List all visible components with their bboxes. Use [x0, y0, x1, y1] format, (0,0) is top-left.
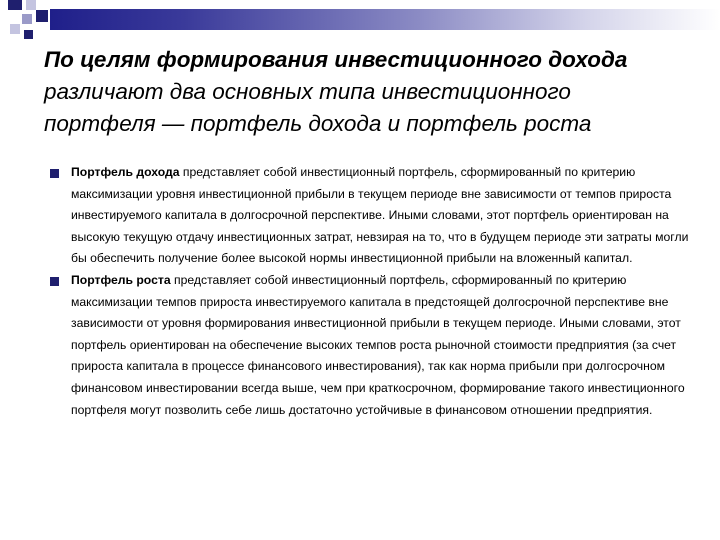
list-item-text [71, 270, 690, 421]
square-bullet-icon [50, 169, 59, 178]
slide-title [44, 44, 684, 140]
decor-square [8, 0, 22, 10]
gradient-band [50, 9, 720, 30]
list-item-term: Портфель роста [71, 272, 171, 287]
decor-square [26, 0, 36, 10]
decor-square [22, 14, 32, 24]
decor-square [36, 10, 48, 22]
title-rest-part: различают два основных типа инвестиционного портфеля — портфель дохода и портфель роста [44, 79, 592, 136]
decorative-header [0, 0, 720, 45]
title-bold-part: По целям формирования инвестиционного дохода [44, 47, 628, 72]
list-item [50, 270, 690, 421]
list-item-body: представляет собой инвестиционный портфель, сформированный по критерию максимизации уровня инвестиционной прибыли в текущем периоде вне зависимости от темпов прироста инвестируемого капитала в долгосрочной перспективе. Иными словами, этот портфель ориентирован на высокую текущую отдачу инвестиционных затрат, невзирая на то, что в будущем периоде эти затраты могли бы обеспечить получение более высокой нормы инвестиционной прибыли на вложенный капитал. [71, 165, 689, 266]
decor-square [24, 30, 33, 39]
list-item-body: представляет собой инвестиционный портфель, сформированный по критерию максимизации темпов прироста инвестируемого капитала в предстоящей долгосрочной перспективе вне зависимости от уровня формирования инвестиционной прибыли в текущем периоде. Иными словами, этот портфель ориентирован на обеспечение высоких темпов роста рыночной стоимости предприятия (за счет прироста капитала в процессе финансового инвестирования), так как норма прибыли при долгосрочном финансовом инвестировании всегда выше, чем при краткосрочном, формирование такого инвестиционного портфеля могут позволить себе лишь достаточно устойчивые в финансовом отношении предприятия. [71, 272, 685, 417]
list-item-text [71, 162, 690, 270]
decor-square [10, 24, 20, 34]
square-bullet-icon [50, 277, 59, 286]
bullet-list [50, 162, 690, 421]
list-item-term: Портфель дохода [71, 165, 180, 179]
list-item [50, 162, 690, 270]
